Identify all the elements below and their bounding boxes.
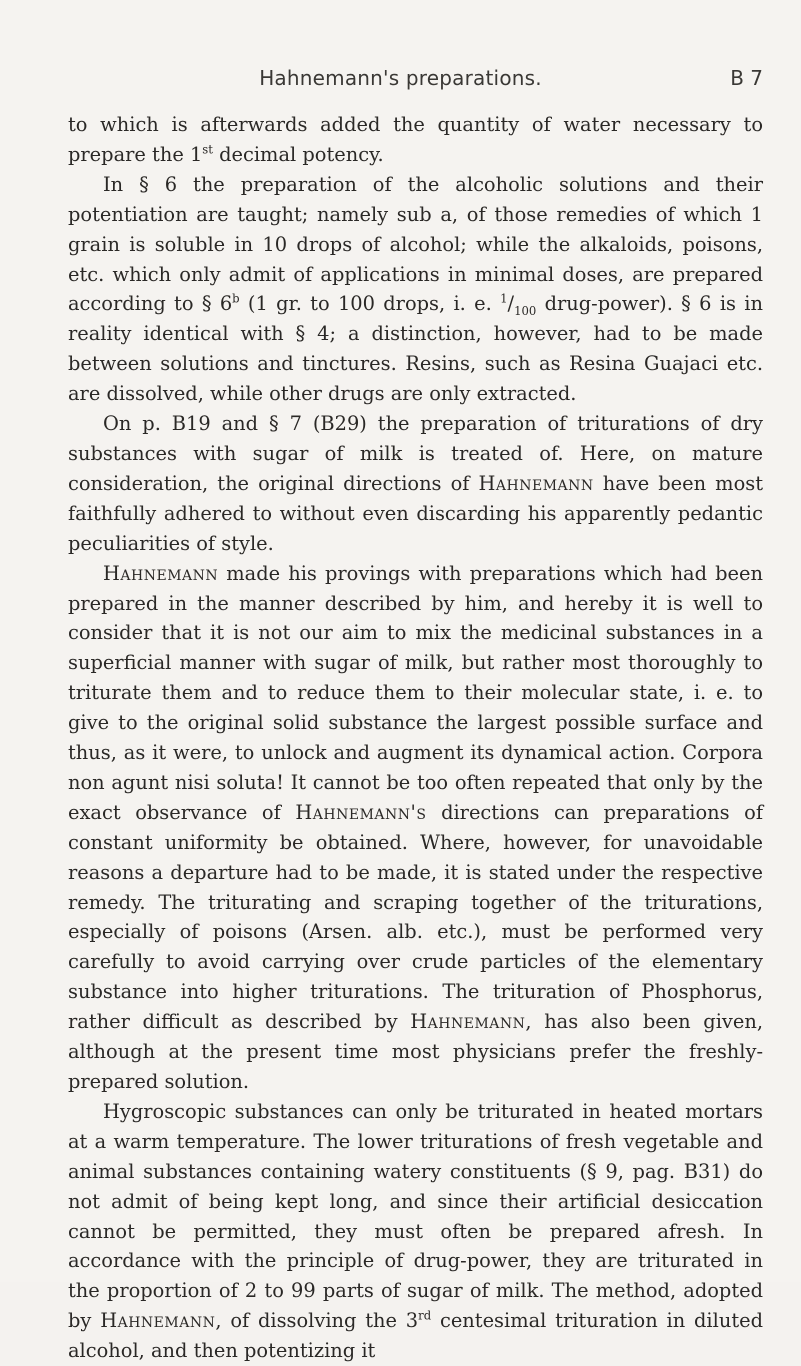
fraction-numerator: 1 <box>500 291 508 306</box>
paragraph <box>68 409 763 559</box>
paragraph <box>68 170 763 409</box>
text-run: , of dissolving the 3 <box>215 1309 419 1333</box>
author-name: Hahnemann <box>100 1309 216 1333</box>
superscript: st <box>202 142 213 157</box>
text-run: have been most faithfully adhered to without even discarding his apparently pedantic peculiarities of style. <box>68 471 763 555</box>
paragraph <box>68 1097 763 1366</box>
author-name: Hahnemann <box>410 1010 526 1034</box>
paragraph <box>68 110 763 170</box>
body-text <box>68 110 763 1366</box>
running-title: Hahnemann's preparations. <box>259 66 542 90</box>
text-run: decimal potency. <box>212 142 384 166</box>
text-run: In § 6 the preparation of the alcoholic solutions and their potentiation are taught; namely sub a, of those remedies of which 1 grain is soluble in 10 drops of alcohol; while the alkaloids, poisons, etc. which only admit of applications in minimal doses, are prepared according to § 6 <box>68 172 763 316</box>
author-name: Hahnemann's <box>295 800 427 824</box>
author-name: Hahnemann <box>103 561 219 585</box>
text-run: to which is afterwards added the quantity of water necessary to prepare the 1 <box>68 113 763 166</box>
text-run: On p. B19 and § 7 (B29) the preparation of triturations of dry substances with sugar of milk is treated of. Here, on mature consideration, the original directions of <box>68 412 763 495</box>
text-run: drug-power). § 6 is in reality identical with § 4; a distinction, however, had to be made between solutions and tinctures. Resins, such as Resina Guajaci etc. are dissolved, while other drugs are only extracted. <box>68 292 763 406</box>
fraction-denominator: 100 <box>514 304 537 319</box>
page-number: B 7 <box>730 66 763 90</box>
superscript: b <box>232 291 240 306</box>
running-header <box>0 66 801 96</box>
text-run: Hygroscopic substances can only be triturated in heated mortars at a warm temperature. The lower triturations of fresh vegetable and animal substances containing watery constituents (§ 9, pag. B31) do not admit of being kept long, and since their artificial desiccation cannot be permitted, they must often be prepared afresh. In accordance with the principle of drug-power, they are triturated in the proportion of 2 to 99 parts of sugar of milk. The method, adopted by <box>68 1099 763 1333</box>
text-run: , has also been given, although at the present time most physicians prefer the freshly-prepared solution. <box>68 1010 763 1093</box>
text-run: directions can preparations of constant uniformity be obtained. Where, however, for unavoidable reasons a departure had to be made, it is stated under the respective remedy. The triturating and scraping together of the triturations, especially of poisons (Arsen. alb. etc.), must be performed very carefully to avoid carrying over crude particles of the elementary substance into higher triturations. The trituration of Phosphorus, rather difficult as described by <box>68 800 764 1034</box>
author-name: Hahnemann <box>478 471 594 495</box>
text-run: made his provings with preparations which had been prepared in the manner described by him, and hereby it is well to consider that it is not our aim to mix the medicinal substances in a superficial manner with sugar of milk, but rather most thoroughly to triturate them and to reduce them to their molecular state, i. e. to give to the original solid substance the largest possible surface and thus, as it were, to unlock and augment its dynamical action. Corpora non agunt nisi soluta! It cannot be too often repeated that only by the exact observance of <box>68 561 763 824</box>
fraction-slash: / <box>507 292 515 316</box>
superscript: rd <box>418 1308 432 1323</box>
text-run: centesimal trituration in diluted alcohol, and then potentizing it <box>68 1309 763 1363</box>
paragraph <box>68 559 763 1097</box>
text-run: (1 gr. to 100 drops, i. e. <box>239 292 501 316</box>
